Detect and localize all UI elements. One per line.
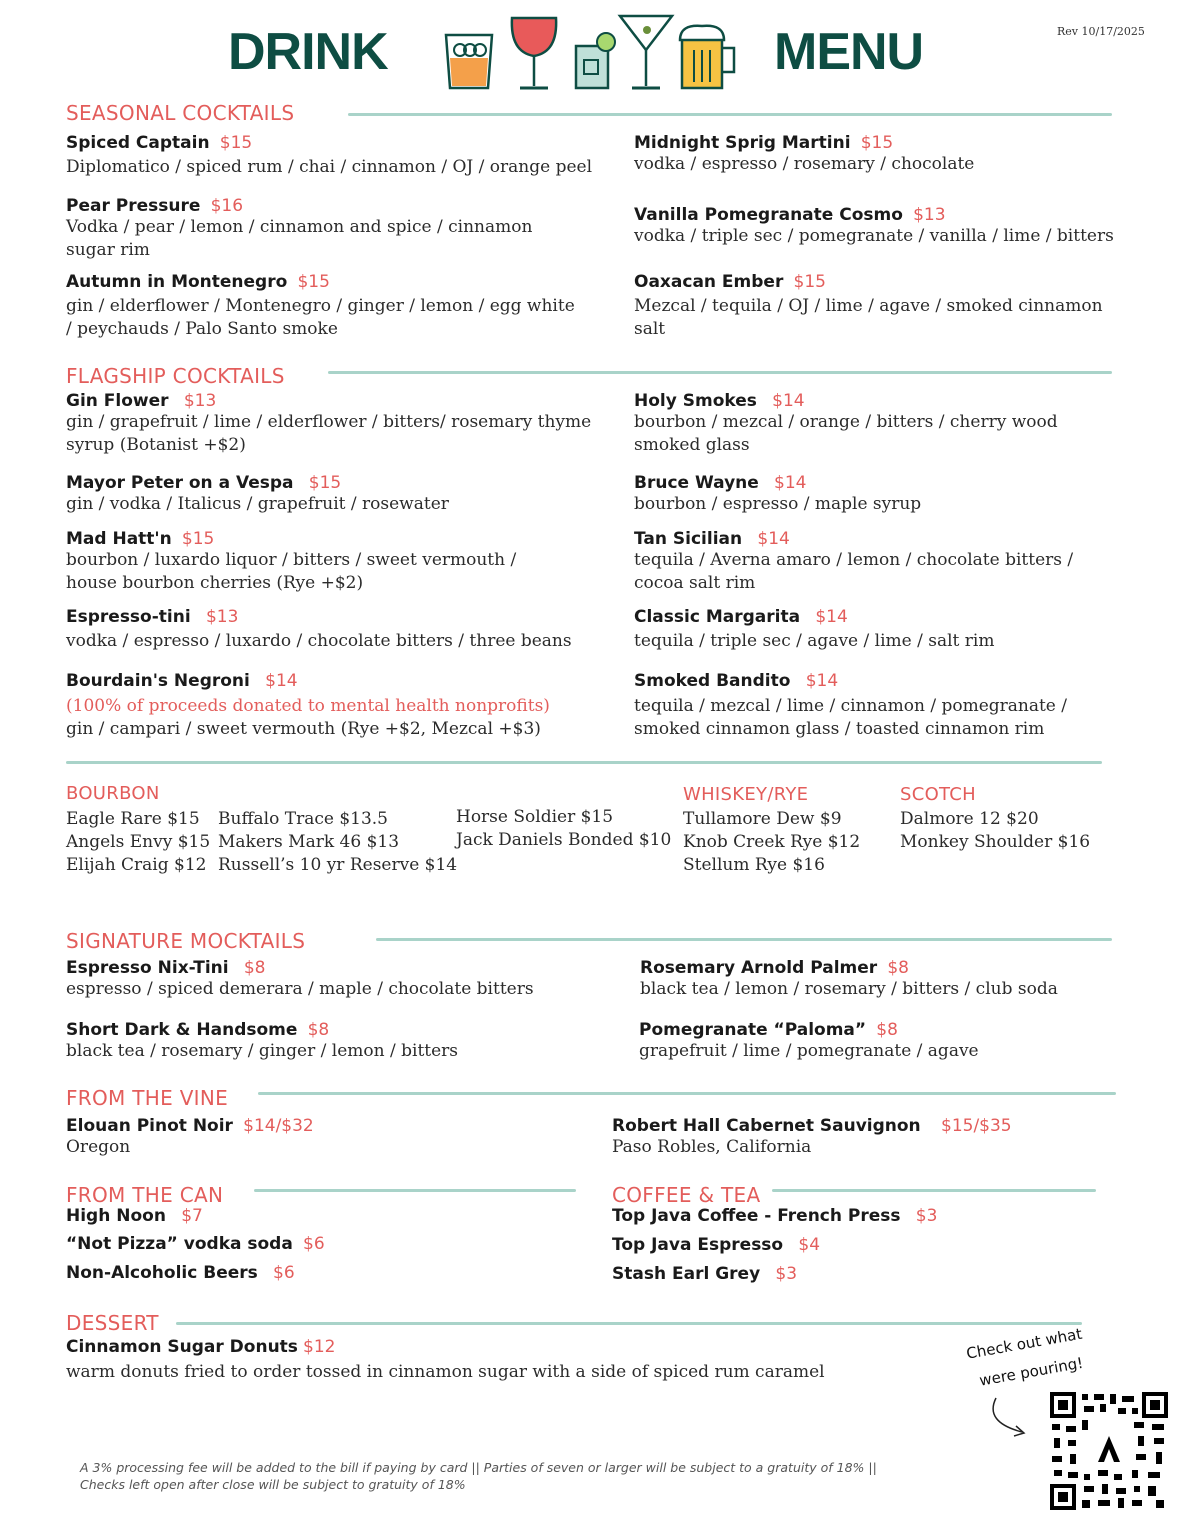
- item-name: Mayor Peter on a Vespa: [66, 473, 294, 493]
- section-title-vine: FROM THE VINE: [66, 1086, 229, 1110]
- item-description: gin / elderflower / Montenegro / ginger / lemon / egg white / peychauds / Palo Santo smoke: [66, 296, 575, 339]
- section-title-whiskey: WHISKEY/RYE: [683, 784, 809, 805]
- wine-glass-icon: [512, 18, 556, 88]
- footer-line-2: Checks left open after close will be subject to gratuity of 18%: [80, 1477, 466, 1492]
- header-title-menu: MENU: [774, 23, 924, 81]
- highball-glass-icon: [576, 33, 615, 88]
- item-description: vodka / espresso / rosemary / chocolate: [634, 154, 975, 174]
- item-description: warm donuts fried to order tossed in cinnamon sugar with a side of spiced rum caramel: [66, 1362, 825, 1382]
- item-name: Rosemary Arnold Palmer: [640, 958, 878, 978]
- menu-item: [634, 671, 1104, 741]
- qr-code-icon[interactable]: [1048, 1390, 1170, 1512]
- item-name: Classic Margarita: [634, 607, 801, 627]
- item-note: (100% of proceeds donated to mental health nonprofits): [66, 696, 550, 716]
- item-description: bourbon / mezcal / orange / bitters / cherry wood smoked glass: [634, 412, 1058, 455]
- section-divider: [176, 1322, 1082, 1325]
- item-description: gin / vodka / Italicus / grapefruit / rosewater: [66, 494, 449, 514]
- item-price: $15/$35: [941, 1116, 1012, 1136]
- item-name: Short Dark & Handsome: [66, 1020, 298, 1040]
- menu-item: [66, 607, 611, 653]
- menu-item: [66, 958, 606, 1001]
- menu-item: [66, 1020, 606, 1063]
- item-name: Midnight Sprig Martini: [634, 133, 851, 153]
- item-price: $14: [815, 607, 848, 627]
- item-description: black tea / lemon / rosemary / bitters / club soda: [640, 979, 1058, 999]
- section-divider: [772, 1189, 1096, 1192]
- qr-finder-top-right: [1142, 1392, 1168, 1418]
- section-title-mocktails: SIGNATURE MOCKTAILS: [66, 929, 306, 953]
- menu-item: [66, 529, 526, 595]
- section-title-bourbon: BOURBON: [66, 783, 160, 804]
- qr-center-logo: [1092, 1430, 1126, 1468]
- section-divider: [328, 371, 1112, 374]
- menu-item: [612, 1206, 937, 1226]
- section-divider: [376, 938, 1112, 941]
- item-name: Autumn in Montenegro: [66, 272, 288, 292]
- item-price: $7: [181, 1206, 203, 1226]
- item-name: Pear Pressure: [66, 196, 201, 216]
- item-description: tequila / Averna amaro / lemon / chocolate bitters / cocoa salt rim: [634, 550, 1074, 593]
- item-price: $14: [805, 671, 839, 691]
- item-name: Cinnamon Sugar Donuts: [66, 1337, 298, 1357]
- footer-line-1: A 3% processing fee will be added to the bill if paying by card || Parties of seven or larger will be subject to a gratuity of 18% ||: [80, 1460, 877, 1475]
- item-price: $15: [181, 529, 215, 549]
- liquor-item: Russell’s 10 yr Reserve $14: [218, 855, 458, 875]
- item-description: tequila / mezcal / lime / cinnamon / pomegranate / smoked cinnamon glass / toasted cinnamon rim: [634, 696, 1068, 739]
- item-description: Oregon: [66, 1137, 131, 1157]
- liquor-item: Horse Soldier $15: [456, 807, 614, 827]
- item-name: Pomegranate “Paloma”: [639, 1020, 867, 1040]
- item-name: Gin Flower: [66, 391, 169, 411]
- item-description: gin / campari / sweet vermouth (Rye +$2, Mezcal +$3): [66, 719, 541, 739]
- footer-note: [80, 1459, 980, 1493]
- item-name: Holy Smokes: [634, 391, 757, 411]
- item-name: High Noon: [66, 1206, 166, 1226]
- item-name: Bourdain's Negroni: [66, 671, 250, 691]
- martini-glass-icon: [620, 16, 672, 88]
- liquor-item: Angels Envy $15: [66, 832, 211, 852]
- menu-item: [634, 133, 1144, 176]
- liquor-item: Dalmore 12 $20: [900, 809, 1039, 829]
- item-name: Top Java Espresso: [612, 1235, 784, 1255]
- menu-item: [66, 473, 611, 516]
- section-divider: [254, 1189, 576, 1192]
- header-title-drink: DRINK: [228, 23, 388, 81]
- whiskey-list: [683, 808, 860, 877]
- item-name: Top Java Coffee - French Press: [612, 1206, 901, 1226]
- menu-item: [634, 473, 1144, 516]
- item-price: $6: [303, 1234, 325, 1254]
- item-name: Espresso-tini: [66, 607, 191, 627]
- section-divider: [258, 1092, 1116, 1095]
- menu-item: [634, 205, 1144, 248]
- menu-item: [634, 391, 1104, 457]
- menu-item: [634, 607, 1144, 653]
- item-price: $15: [297, 272, 330, 292]
- item-description: grapefruit / lime / pomegranate / agave: [639, 1041, 979, 1061]
- menu-item: [640, 958, 1140, 1001]
- item-price: $16: [210, 196, 244, 216]
- liquor-item: Jack Daniels Bonded $10: [456, 830, 672, 850]
- liquor-item: Eagle Rare $15: [66, 809, 200, 829]
- menu-item: [66, 671, 611, 741]
- menu-item: [66, 1206, 203, 1226]
- item-price: $12: [303, 1337, 336, 1357]
- item-description: Diplomatico / spiced rum / chai / cinnamon / OJ / orange peel: [66, 157, 593, 177]
- item-name: Smoked Bandito: [634, 671, 791, 691]
- item-description: Vodka / pear / lemon / cinnamon and spice / cinnamon sugar rim: [66, 217, 533, 260]
- liquor-item: Knob Creek Rye $12: [683, 832, 861, 852]
- liquor-item: Makers Mark 46 $13: [218, 832, 400, 852]
- item-price: $14: [757, 529, 790, 549]
- qr-finder-bottom-left: [1050, 1484, 1076, 1510]
- item-name: Oaxacan Ember: [634, 272, 784, 292]
- item-price: $3: [915, 1206, 938, 1226]
- section-title-dessert: DESSERT: [66, 1311, 159, 1335]
- item-description: gin / grapefruit / lime / elderflower / bitters/ rosemary thyme syrup (Botanist +$2): [66, 412, 592, 455]
- curved-arrow-icon: [984, 1396, 1034, 1440]
- qr-finder-top-left: [1050, 1392, 1076, 1418]
- liquor-item: Tullamore Dew $9: [683, 809, 842, 829]
- item-price: $13: [183, 391, 217, 411]
- item-name: Vanilla Pomegranate Cosmo: [634, 205, 903, 225]
- menu-item: [612, 1235, 820, 1255]
- item-price: $14: [774, 473, 807, 493]
- section-title-flagship: FLAGSHIP COCKTAILS: [66, 364, 285, 388]
- item-description: tequila / triple sec / agave / lime / salt rim: [634, 631, 995, 651]
- item-price: $8: [876, 1020, 898, 1040]
- item-price: $6: [273, 1263, 295, 1283]
- item-name: Stash Earl Grey: [612, 1264, 761, 1284]
- item-name: Mad Hatt'n: [66, 529, 172, 549]
- item-price: $15: [860, 133, 894, 153]
- scotch-list: [900, 808, 1090, 854]
- bourbon-col-2: [218, 808, 457, 877]
- drinks-illustration: [440, 10, 740, 95]
- menu-item: [612, 1116, 1152, 1159]
- item-name: Spiced Captain: [66, 133, 210, 153]
- section-title-can: FROM THE CAN: [66, 1183, 224, 1207]
- item-price: $15: [219, 133, 253, 153]
- item-name: Tan Sicilian: [634, 529, 743, 549]
- section-title-coffee: COFFEE & TEA: [612, 1183, 761, 1207]
- qr-callout-line2: were pouring!: [978, 1353, 1085, 1390]
- qr-callout-line1: Check out what: [965, 1324, 1084, 1363]
- item-price: $8: [243, 958, 266, 978]
- item-price: $15: [308, 473, 342, 493]
- menu-item: [66, 272, 576, 341]
- menu-item: [66, 196, 586, 262]
- section-divider: [66, 761, 1102, 764]
- liquor-item: Elijah Craig $12: [66, 855, 207, 875]
- item-price: $13: [205, 607, 239, 627]
- bourbon-col-3: [456, 806, 671, 852]
- item-name: Elouan Pinot Noir: [66, 1116, 233, 1136]
- section-title-scotch: SCOTCH: [900, 784, 977, 805]
- item-price: $8: [887, 958, 909, 978]
- item-price: $13: [913, 205, 946, 225]
- menu-item: [634, 272, 1134, 341]
- item-price: $4: [798, 1235, 821, 1255]
- item-name: Robert Hall Cabernet Sauvignon: [612, 1116, 921, 1136]
- item-description: vodka / triple sec / pomegranate / vanilla / lime / bitters: [634, 226, 1114, 246]
- menu-item: [66, 1234, 325, 1254]
- liquor-item: Buffalo Trace $13.5: [218, 809, 388, 829]
- menu-item: [66, 1263, 295, 1283]
- item-price: $14: [772, 391, 805, 411]
- item-name: Non-Alcoholic Beers: [66, 1263, 258, 1283]
- section-title-seasonal: SEASONAL COCKTAILS: [66, 101, 295, 125]
- item-price: $14: [265, 671, 298, 691]
- item-description: bourbon / espresso / maple syrup: [634, 494, 922, 514]
- item-description: bourbon / luxardo liquor / bitters / sweet vermouth / house bourbon cherries (Rye +$2): [66, 550, 517, 593]
- beer-mug-icon: [680, 26, 734, 88]
- section-divider: [348, 113, 1112, 116]
- item-price: $8: [307, 1020, 330, 1040]
- item-price: $3: [775, 1264, 798, 1284]
- menu-item: [612, 1264, 797, 1284]
- menu-item: [66, 391, 611, 457]
- revision-date: Rev 10/17/2025: [1057, 25, 1145, 38]
- item-description: espresso / spiced demerara / maple / chocolate bitters: [66, 979, 534, 999]
- item-description: black tea / rosemary / ginger / lemon / bitters: [66, 1041, 459, 1061]
- rocks-glass-icon: [446, 35, 492, 88]
- bourbon-col-1: [66, 808, 210, 877]
- liquor-item: Stellum Rye $16: [683, 855, 825, 875]
- item-description: vodka / espresso / luxardo / chocolate bitters / three beans: [66, 631, 572, 651]
- item-description: Paso Robles, California: [612, 1137, 812, 1157]
- item-price: $14/$32: [243, 1116, 314, 1136]
- menu-item: [634, 529, 1104, 595]
- menu-item: [66, 1116, 566, 1159]
- liquor-item: Monkey Shoulder $16: [900, 832, 1091, 852]
- menu-item: [66, 133, 606, 179]
- item-name: “Not Pizza” vodka soda: [66, 1234, 293, 1254]
- menu-item: [639, 1020, 1139, 1063]
- menu-item: [66, 1337, 866, 1384]
- item-name: Espresso Nix-Tini: [66, 958, 229, 978]
- item-name: Bruce Wayne: [634, 473, 759, 493]
- item-price: $15: [793, 272, 826, 292]
- item-description: Mezcal / tequila / OJ / lime / agave / smoked cinnamon salt: [634, 296, 1103, 339]
